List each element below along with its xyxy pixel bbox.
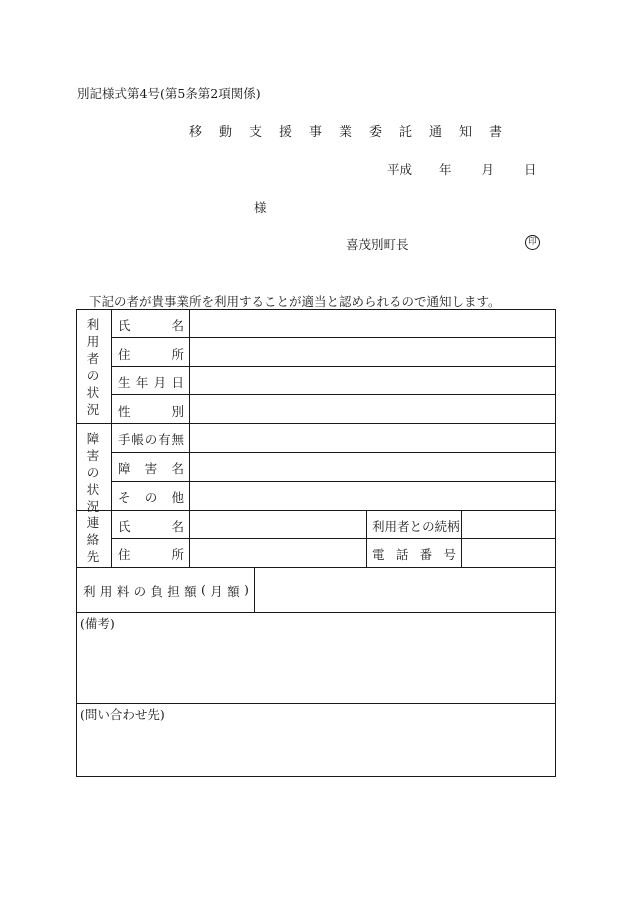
column-divider	[461, 510, 462, 567]
date-month: 月	[481, 162, 494, 177]
label-disability-name: 障 害 名	[118, 461, 184, 476]
group-divider	[76, 510, 556, 511]
column-divider	[254, 567, 255, 612]
label-contact-address: 住 所	[118, 547, 184, 562]
row-divider	[111, 538, 556, 539]
label-address: 住 所	[118, 347, 184, 362]
label-other: そ の 他	[118, 490, 184, 505]
column-divider	[189, 309, 190, 567]
label-phone: 電 話 番 号	[372, 547, 456, 562]
date-era: 平成	[387, 162, 413, 177]
label-contact-name: 氏 名	[118, 519, 184, 534]
group-divider	[76, 567, 556, 568]
row-divider	[111, 366, 556, 367]
label-birthdate: 生 年 月 日	[118, 375, 184, 390]
column-divider	[111, 309, 112, 567]
label-fee: 利 用 料 の 負 担 額 ( 月 額 )	[83, 582, 249, 599]
row-divider	[111, 394, 556, 395]
seal-mark-icon: 印	[525, 235, 540, 250]
date-year: 年	[438, 162, 452, 177]
document-title: 移動支援事業委託通知書	[189, 125, 520, 140]
label-inquiry: (問い合わせ先)	[80, 707, 165, 722]
row-divider	[111, 337, 556, 338]
group-label-user-status: 利 用 者 の 状 況	[86, 317, 100, 417]
label-sex: 性 別	[118, 404, 184, 419]
group-label-contact: 連 絡 先	[86, 515, 100, 564]
column-divider	[366, 510, 367, 567]
addressee-suffix: 様	[254, 200, 267, 215]
section-divider	[76, 703, 556, 704]
label-remarks: (備考)	[80, 616, 115, 631]
label-relationship: 利 用 者 と の 続 柄	[372, 519, 460, 534]
section-divider	[76, 612, 556, 613]
row-divider	[111, 452, 556, 453]
date-day: 日	[523, 162, 537, 177]
date-line	[387, 160, 536, 178]
form-number: 別記様式第4号(第5条第2項関係)	[77, 86, 261, 101]
label-name: 氏 名	[118, 318, 184, 333]
issuer-name: 喜茂別町長	[346, 237, 409, 252]
intro-text: 下記の者が貴事業所を利用することが適当と認められるので通知します。	[89, 294, 501, 309]
group-label-disability-status: 障 害 の 状 況	[86, 431, 100, 514]
group-divider	[76, 423, 556, 424]
row-divider	[111, 481, 556, 482]
label-handbook: 手 帳 の 有 無	[118, 432, 184, 447]
